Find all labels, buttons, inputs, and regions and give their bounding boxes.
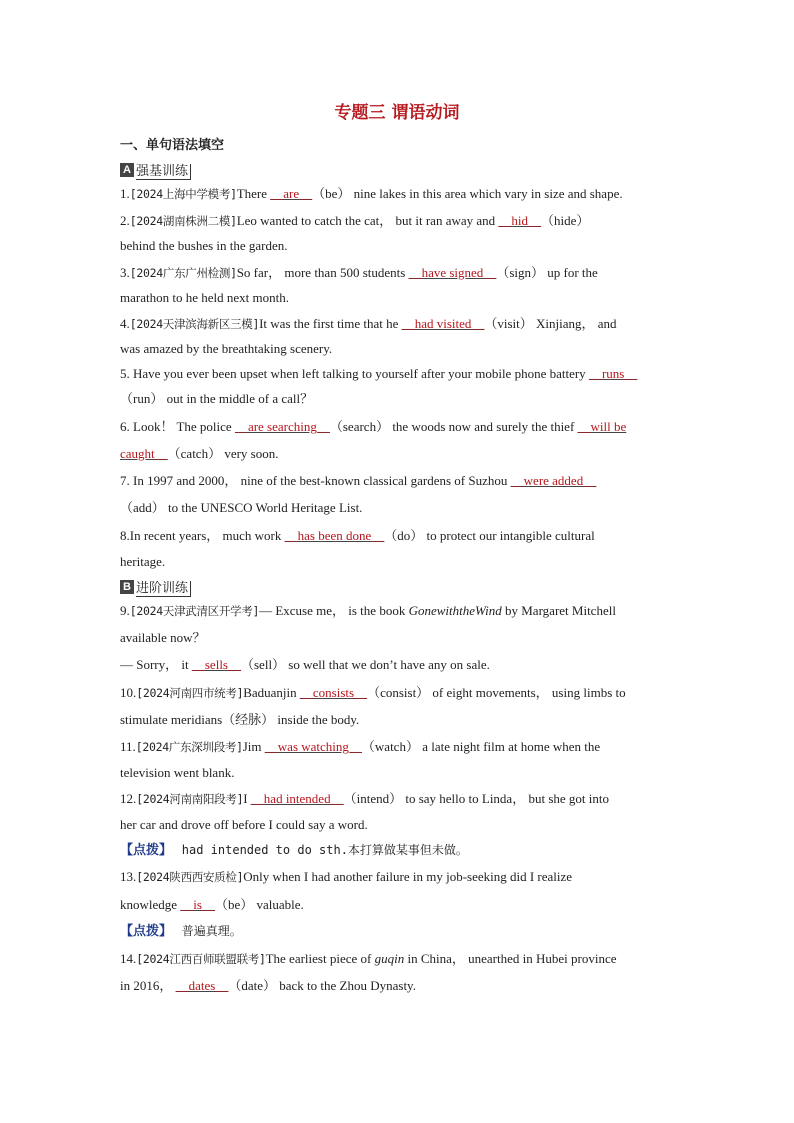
question-6: 6. Look！ The police __are searching__（search） the woods now and surely the thief __will be xyxy=(120,419,627,434)
group-b-badge: B xyxy=(120,580,134,594)
answer-5: __runs__ xyxy=(588,366,638,381)
source-tag: [2024江西百师联盟联考] xyxy=(136,952,266,966)
tip-2: 【点拨】 普遍真理。 xyxy=(120,924,242,939)
section-heading: 一、单句语法填空 xyxy=(120,138,225,153)
source-tag: [2024天津武清区开学考] xyxy=(129,604,260,618)
question-10-cont: stimulate meridians（经脉） inside the body. xyxy=(120,712,360,727)
page-title: 专题三 谓语动词 xyxy=(334,103,460,123)
question-8-cont: heritage. xyxy=(120,554,166,569)
question-14-cont: in 2016， __dates__（date） back to the Zhou Dynasty. xyxy=(120,978,416,993)
question-2-cont: behind the bushes in the garden. xyxy=(120,238,288,253)
group-a-header xyxy=(120,160,191,179)
answer-3: __have signed__ xyxy=(408,265,497,280)
question-4: 4.[2024天津滨海新区三模]It was the first time that he __had visited__（visit） Xinjiang， and xyxy=(120,316,617,331)
question-6-cont: caught__（catch） very soon. xyxy=(120,446,279,461)
source-tag: [2024湖南株洲二模] xyxy=(129,214,237,228)
question-12-cont: her car and drove off before I could say a word. xyxy=(120,817,368,832)
source-tag: [2024河南四市统考] xyxy=(136,686,244,700)
question-9-cont: available now？ xyxy=(120,630,206,645)
question-9: 9.[2024天津武清区开学考]— Excuse me， is the book GonewiththeWind by Margaret Mitchell xyxy=(120,603,616,618)
answer-4: __had visited__ xyxy=(401,316,485,331)
question-5: 5. Have you ever been upset when left talking to yourself after your mobile phone battery __runs__ xyxy=(120,366,638,381)
question-9-reply: — Sorry， it __sells__（sell） so well that we don’t have any on sale. xyxy=(120,657,490,672)
question-3-cont: marathon to he held next month. xyxy=(120,290,289,305)
answer-13: __is__ xyxy=(180,897,215,912)
source-tag: [2024河南南阳段考] xyxy=(136,792,244,806)
group-a-badge: A xyxy=(120,163,134,177)
question-7: 7. In 1997 and 2000， nine of the best-known classical gardens of Suzhou __were added__ xyxy=(120,473,597,488)
question-12: 12.[2024河南南阳段考]I __had intended__（intend） to say hello to Linda， but she got into xyxy=(120,791,609,806)
answer-7: __were added__ xyxy=(510,473,597,488)
question-2: 2.[2024湖南株洲二模]Leo wanted to catch the cat， but it ran away and __hid__（hide） xyxy=(120,213,590,228)
tip-1: 【点拨】 had intended to do sth.本打算做某事但未做。 xyxy=(120,843,468,858)
question-7-cont: （add） to the UNESCO World Heritage List. xyxy=(120,500,363,515)
answer-11: __was watching__ xyxy=(264,739,362,754)
source-tag: [2024天津滨海新区三模] xyxy=(129,317,260,331)
source-tag: [2024广东深圳段考] xyxy=(135,740,243,754)
source-tag: [2024广东广州检测] xyxy=(129,266,237,280)
question-13: 13.[2024陕西西安质检]Only when I had another failure in my job-seeking did I realize xyxy=(120,869,573,884)
answer-1: __are__ xyxy=(270,186,313,201)
answer-6b-cont: caught__ xyxy=(120,446,168,461)
italic-word: guqin xyxy=(374,951,405,966)
question-11: 11.[2024广东深圳段考]Jim __was watching__（watch） a late night film at home when the xyxy=(120,739,601,754)
answer-6b: __will be xyxy=(577,419,627,434)
question-1: 1.[2024上海中学模考]There __are__（be） nine lakes in this area which vary in size and shape. xyxy=(120,186,623,201)
tip-label: 【点拨】 xyxy=(120,924,173,939)
answer-9: __sells__ xyxy=(191,657,241,672)
group-b-header xyxy=(120,577,191,596)
answer-12: __had intended__ xyxy=(250,791,344,806)
source-tag: [2024陕西西安质检] xyxy=(136,870,244,884)
answer-2: __hid__ xyxy=(498,213,542,228)
question-10: 10.[2024河南四市统考]Baduanjin __consists__（consist） of eight movements， using limbs to xyxy=(120,685,626,700)
group-a-label: 强基训练 xyxy=(136,164,191,180)
question-5-cont: （run） out in the middle of a call？ xyxy=(120,391,314,406)
source-tag: [2024上海中学模考] xyxy=(129,187,237,201)
question-4-cont: was amazed by the breathtaking scenery. xyxy=(120,341,333,356)
question-14: 14.[2024江西百师联盟联考]The earliest piece of guqin in China， unearthed in Hubei province xyxy=(120,951,617,966)
question-3: 3.[2024广东广州检测]So far， more than 500 students __have signed__（sign） up for the xyxy=(120,265,598,280)
question-13-cont: knowledge __is__（be） valuable. xyxy=(120,897,304,912)
question-8: 8.In recent years， much work __has been done__（do） to protect our intangible cultural xyxy=(120,528,595,543)
book-title: GonewiththeWind xyxy=(408,603,502,618)
answer-10: __consists__ xyxy=(299,685,368,700)
question-11-cont: television went blank. xyxy=(120,765,235,780)
group-b-label: 进阶训练 xyxy=(136,581,191,597)
answer-8: __has been done__ xyxy=(284,528,385,543)
tip-label: 【点拨】 xyxy=(120,843,173,858)
answer-14: __dates__ xyxy=(175,978,229,993)
answer-6a: __are searching__ xyxy=(234,419,330,434)
